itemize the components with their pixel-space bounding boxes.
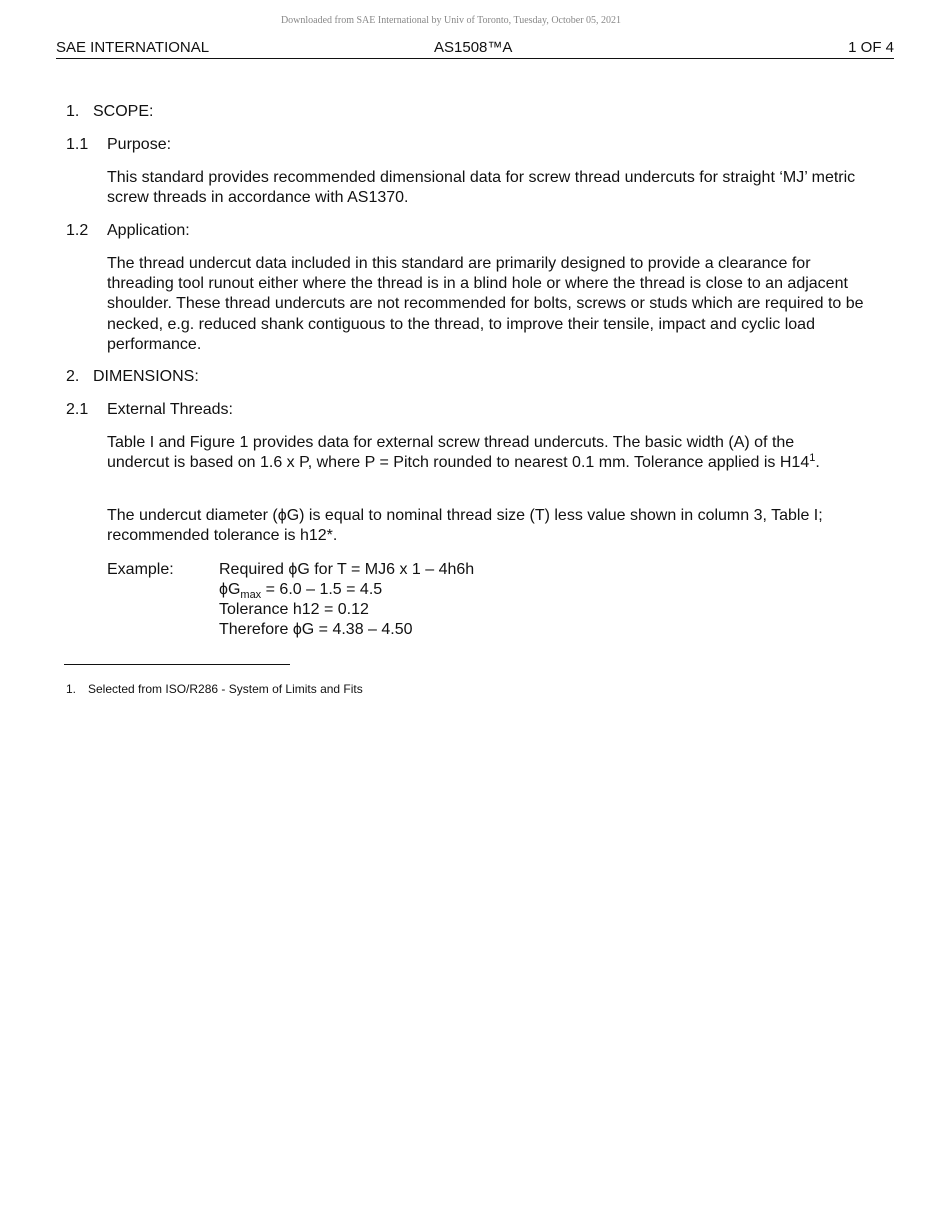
download-watermark: Downloaded from SAE International by Univ of Toronto, Tuesday, October 05, 2021 <box>280 15 622 26</box>
external-threads-paragraph <box>107 433 852 473</box>
header-organization: SAE INTERNATIONAL <box>56 39 210 56</box>
example-line-3: Tolerance h12 = 0.12 <box>219 601 369 618</box>
footnote-text: Selected from ISO/R286 - System of Limits and Fits <box>88 682 363 696</box>
example-label: Example: <box>107 561 174 578</box>
section-number: 1.1 <box>66 136 89 153</box>
header-document-number: AS1508™A <box>434 39 513 56</box>
example-line-1: Required ϕG for T = MJ6 x 1 – 4h6h <box>219 561 475 578</box>
purpose-paragraph: This standard provides recommended dimensional data for screw thread undercuts for straight ‘MJ’ metric screw threads in accordance with AS1370. <box>107 169 856 207</box>
example-symbol: ϕG <box>219 581 241 598</box>
section-number: 2. <box>66 368 80 385</box>
undercut-diameter-paragraph: The undercut diameter (ϕG) is equal to nominal thread size (T) less value shown in column 3, Table I; recommended tolerance is h12*. <box>107 507 823 545</box>
section-title: Application: <box>107 222 190 239</box>
paragraph-text: Table I and Figure 1 provides data for external screw thread undercuts. The basic width (A) of the undercut is based on 1.6 x P, where P = Pitch rounded to nearest 0.1 mm. Tolerance applied is H14 <box>107 434 810 472</box>
example-line-4: Therefore ϕG = 4.38 – 4.50 <box>219 621 413 638</box>
section-title: Purpose: <box>107 136 172 153</box>
footnote-reference: 1 <box>809 452 816 465</box>
example-subscript: max <box>240 589 262 601</box>
paragraph-end: . <box>815 454 820 472</box>
section-number: 1.2 <box>66 222 89 239</box>
section-number: 1. <box>66 103 80 120</box>
header-page-number: 1 OF 4 <box>848 39 894 56</box>
section-title: DIMENSIONS: <box>93 368 199 385</box>
application-paragraph: The thread undercut data included in this standard are primarily designed to provide a clearance for threading tool runout either where the thread is in a blind hole or where the thread is close to an adjacent shoulder. These thread undercuts are not recommended for bolts, screws or studs which are required to be necked, e.g. reduced shank contiguous to the thread, to improve their tensile, impact and cyclic load performance. <box>107 255 864 353</box>
footnote-divider <box>64 664 290 665</box>
section-title: External Threads: <box>107 401 233 418</box>
example-block <box>219 560 474 640</box>
page-header <box>56 38 894 59</box>
example-calculation: = 6.0 – 1.5 = 4.5 <box>261 581 383 598</box>
footnote-number: 1. <box>66 682 77 696</box>
section-title: SCOPE: <box>93 103 154 120</box>
example-line-2 <box>219 580 474 600</box>
section-number: 2.1 <box>66 401 89 418</box>
